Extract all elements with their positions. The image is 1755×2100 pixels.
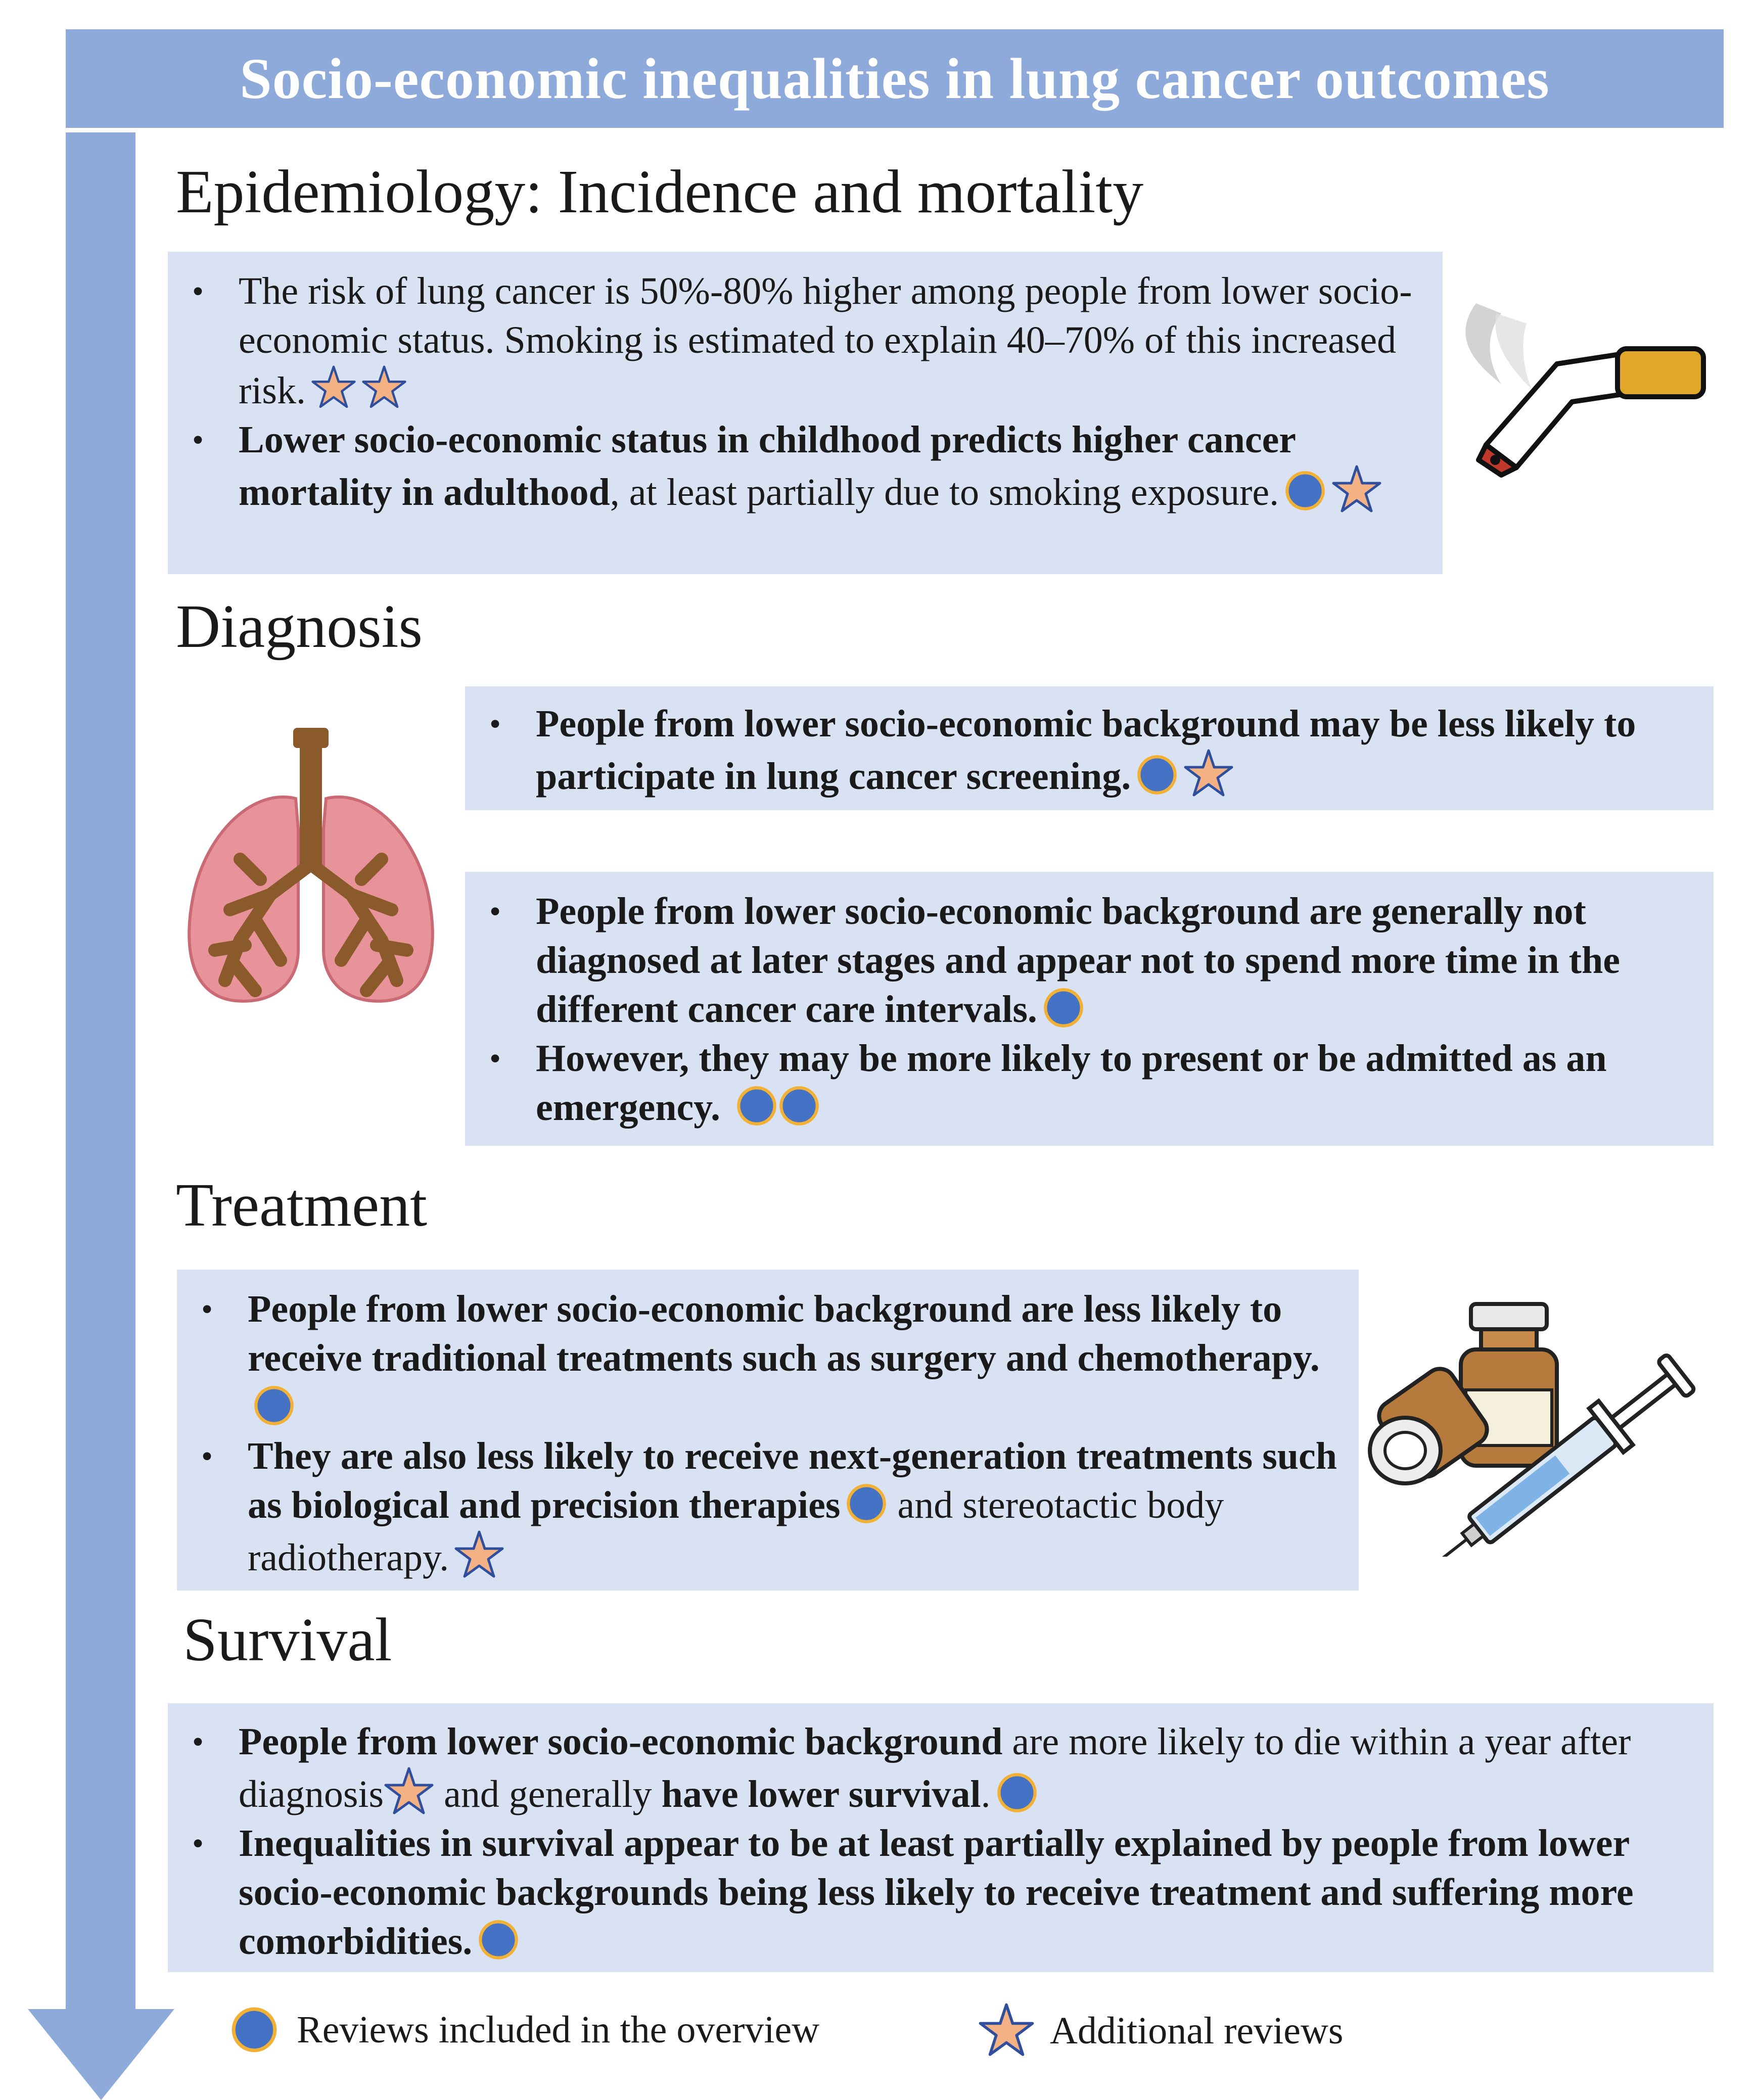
additional-review-star-icon bbox=[1331, 464, 1382, 515]
legend-star-label: Additional reviews bbox=[1050, 2009, 1344, 2052]
timeline-arrow-head bbox=[28, 2009, 174, 2100]
diagnosis-box-2 bbox=[465, 872, 1714, 1146]
overview-review-circle-icon bbox=[1136, 754, 1178, 796]
overview-review-circle-icon bbox=[1042, 987, 1085, 1029]
treatment-bullet-1: • People from lower socio-economic background are less likely to receive traditional treatments such as surgery and chemotherapy. bbox=[177, 1285, 1344, 1432]
medicine-syringe-icon bbox=[1365, 1284, 1729, 1557]
treatment-box bbox=[177, 1270, 1359, 1591]
survival-box bbox=[168, 1703, 1714, 1972]
overview-review-circle-icon bbox=[1284, 470, 1326, 512]
survival-bullet-1: • People from lower socio-economic background are more likely to die within a year after diagnosis and generally have lower survival. bbox=[168, 1717, 1698, 1819]
section-heading-survival: Survival bbox=[183, 1606, 392, 1674]
overview-review-circle-icon bbox=[845, 1482, 888, 1525]
legend-overview-reviews bbox=[230, 2005, 819, 2054]
overview-review-circle-icon bbox=[778, 1085, 820, 1127]
legend-additional-reviews bbox=[978, 2002, 1343, 2059]
overview-review-circle-icon bbox=[996, 1771, 1038, 1814]
additional-review-star-icon bbox=[311, 365, 366, 410]
survival-bullet-2: • Inequalities in survival appear to be at least partially explained by people from lower socio-economic backgrounds being less likely to receive treatment and suffering more comorbidities. bbox=[168, 1819, 1698, 1966]
treatment-bullet-2: • They are also less likely to receive next-generation treatments such as biological and precision therapies and stereotactic body radiotherapy. bbox=[177, 1432, 1344, 1582]
overview-review-circle-icon bbox=[230, 2005, 279, 2054]
cigarette-icon bbox=[1456, 293, 1719, 485]
diagnosis-bullet-2: • People from lower socio-economic background are generally not diagnosed at later stages and appear not to spend more time in the different cancer care intervals. bbox=[465, 887, 1698, 1034]
section-heading-treatment: Treatment bbox=[176, 1171, 427, 1239]
legend-circle-label: Reviews included in the overview bbox=[297, 2008, 820, 2051]
additional-review-star-icon bbox=[384, 1766, 434, 1817]
overview-review-circle-icon bbox=[477, 1919, 520, 1961]
overview-review-circle-icon bbox=[735, 1085, 778, 1127]
page-title: Socio-economic inequalities in lung cancer outcomes bbox=[240, 46, 1550, 111]
additional-review-star-icon bbox=[1183, 749, 1234, 799]
additional-review-star-icon bbox=[361, 365, 407, 410]
additional-review-star-icon bbox=[454, 1530, 504, 1580]
epidemiology-bullet-2: • Lower socio-economic status in childhood predicts higher cancer mortality in adulthood, at least partially due to smoking exposure. bbox=[168, 415, 1422, 517]
timeline-arrow bbox=[66, 132, 135, 2013]
section-heading-epidemiology: Epidemiology: Incidence and mortality bbox=[176, 158, 1144, 226]
diagnosis-bullet-1: • People from lower socio-economic background may be less likely to participate in lung cancer screening. bbox=[465, 699, 1698, 801]
diagnosis-box-1 bbox=[465, 686, 1714, 810]
title-banner bbox=[66, 29, 1724, 128]
diagnosis-bullet-3: • However, they may be more likely to present or be admitted as an emergency. bbox=[465, 1034, 1698, 1132]
overview-review-circle-icon bbox=[253, 1384, 295, 1427]
lungs-icon bbox=[179, 728, 442, 1011]
section-heading-diagnosis: Diagnosis bbox=[176, 592, 423, 661]
additional-review-star-icon bbox=[978, 2002, 1035, 2059]
epidemiology-bullet-1: • The risk of lung cancer is 50%-80% higher among people from lower socio-economic status. Smoking is estimated to explain 40–70% of this increased risk. bbox=[168, 267, 1422, 415]
epidemiology-box bbox=[168, 252, 1443, 574]
